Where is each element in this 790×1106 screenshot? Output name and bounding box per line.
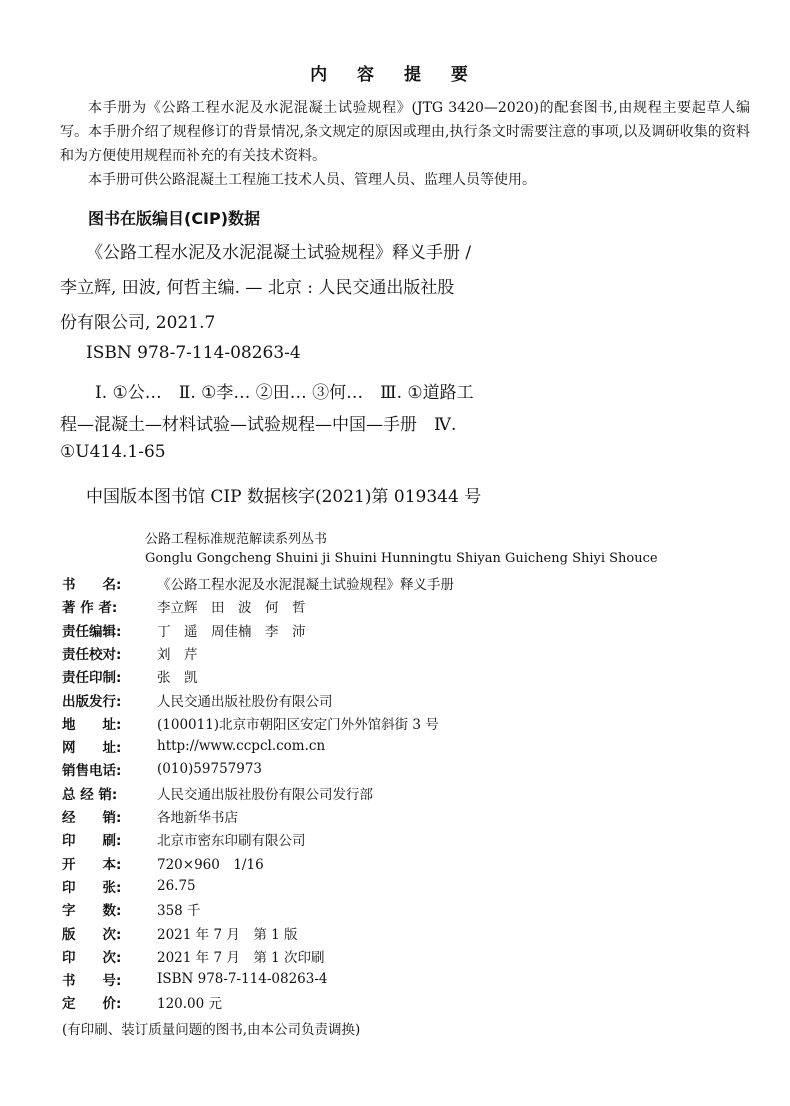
- colophon-row: [62, 945, 325, 967]
- colophon-label: 书 名:: [62, 577, 122, 593]
- colophon-label: 著 作 者:: [62, 600, 118, 617]
- colophon-label: 销售电话:: [62, 763, 122, 780]
- colophon-row: [62, 782, 373, 804]
- colophon-value: 各地新华书店: [157, 810, 238, 826]
- cip-isbn: ISBN 978-7-114-08263-4: [86, 343, 301, 363]
- colophon-row: [62, 828, 306, 850]
- colophon-row: [62, 689, 333, 711]
- summary-paragraph-1: 本手册为《公路工程水泥及水泥混凝土试验规程》(JTG 3420—2020)的配套图书,由规程主要起草人编写。本手册介绍了规程修订的背景情况,条文规定的原因或理由,执行条文时需要注意的事项,以及调研收集的资料和为方便使用规程而补充的有关技术资料。: [60, 100, 750, 164]
- colophon-row: [62, 665, 198, 687]
- colophon-row: [62, 572, 454, 594]
- colophon-value: 张 凯: [157, 670, 198, 687]
- colophon-row: [62, 968, 328, 990]
- colophon-label: 印 次:: [62, 949, 122, 966]
- colophon-row: [62, 991, 222, 1013]
- colophon-value: 李立辉 田 波 何 哲: [157, 600, 306, 617]
- cip-line-2: 李立辉, 田波, 何哲主编. — 北京 : 人民交通出版社股: [60, 278, 455, 298]
- colophon-value: 《公路工程水泥及水泥混凝土试验规程》释义手册: [157, 577, 454, 593]
- cip-data-number: 中国版本图书馆 CIP 数据核字(2021)第 019344 号: [86, 487, 482, 507]
- colophon-value: 人民交通出版社股份有限公司发行部: [157, 786, 373, 803]
- colophon-row: [62, 619, 306, 641]
- colophon-row: [62, 595, 306, 617]
- cip-line-7: ①U414.1-65: [60, 442, 166, 462]
- colophon-value: 刘 芹: [157, 646, 198, 663]
- colophon-value: ISBN 978-7-114-08263-4: [157, 971, 328, 988]
- colophon-value: 人民交通出版社股份有限公司: [157, 693, 333, 710]
- colophon-value: 丁 遥 周佳楠 李 沛: [157, 623, 306, 640]
- cip-heading: 图书在版编目(CIP)数据: [88, 209, 261, 228]
- colophon-value: 26.75: [157, 877, 196, 894]
- colophon-label: 出版发行:: [62, 693, 122, 710]
- colophon-value: (100011)北京市朝阳区安定门外外馆斜街 3 号: [157, 716, 439, 733]
- cip-line-6: 程—混凝土—材料试验—试验规程—中国—手册 Ⅳ.: [60, 415, 457, 435]
- cip-line-5: Ⅰ. ①公… Ⅱ. ①李… ②田… ③何… Ⅲ. ①道路工: [95, 383, 474, 403]
- page-title: 内 容 提 要: [310, 65, 480, 85]
- colophon-label: 经 销:: [62, 810, 122, 826]
- cip-line-3: 份有限公司, 2021.7: [60, 313, 216, 333]
- series-pinyin: Gonglu Gongcheng Shuini ji Shuini Hunningtu Shiyan Guicheng Shiyi Shouce: [145, 551, 658, 566]
- colophon-row: [62, 642, 198, 664]
- colophon-label: 印 刷:: [62, 833, 122, 850]
- colophon-label: 地 址:: [62, 716, 122, 733]
- colophon-row: [62, 805, 238, 827]
- colophon-value: 358 千: [157, 903, 201, 920]
- colophon-value: 2021 年 7 月 第 1 版: [157, 926, 298, 943]
- colophon-value: 120.00 元: [157, 996, 223, 1013]
- colophon-label: 网 址:: [62, 740, 122, 757]
- colophon-value: 720×960 1/16: [157, 856, 264, 873]
- colophon-label: 书 号:: [62, 973, 122, 990]
- colophon-label: 版 次:: [62, 926, 122, 943]
- colophon-row: [62, 852, 264, 874]
- colophon-row: [62, 922, 298, 944]
- quality-note: (有印刷、装订质量问题的图书,由本公司负责调换): [62, 1022, 361, 1038]
- colophon-label: 印 张:: [62, 879, 122, 896]
- colophon-label: 定 价:: [62, 996, 122, 1013]
- colophon-label: 责任校对:: [62, 646, 122, 663]
- summary-paragraph-2: 本手册可供公路混凝土工程施工技术人员、管理人员、监理人员等使用。: [88, 172, 536, 188]
- colophon-label: 责任印制:: [62, 670, 122, 687]
- colophon-label: 开 本:: [62, 856, 122, 873]
- colophon-row: [62, 712, 439, 734]
- colophon-label: 责任编辑:: [62, 623, 122, 640]
- colophon-row: [62, 735, 325, 757]
- colophon-label: 字 数:: [62, 903, 122, 920]
- colophon-value: 2021 年 7 月 第 1 次印刷: [157, 949, 325, 966]
- colophon-value: http://www.ccpcl.com.cn: [157, 738, 326, 755]
- colophon-row: [62, 898, 201, 920]
- colophon-value: (010)59757973: [157, 761, 263, 778]
- series-name: 公路工程标准规范解读系列丛书: [145, 532, 328, 547]
- cip-line-1: 《公路工程水泥及水泥混凝土试验规程》释义手册 /: [86, 243, 472, 263]
- colophon-value: 北京市密东印刷有限公司: [157, 833, 306, 850]
- colophon-row: [62, 875, 196, 897]
- colophon-row: [62, 758, 262, 780]
- colophon-label: 总 经 销:: [62, 786, 118, 803]
